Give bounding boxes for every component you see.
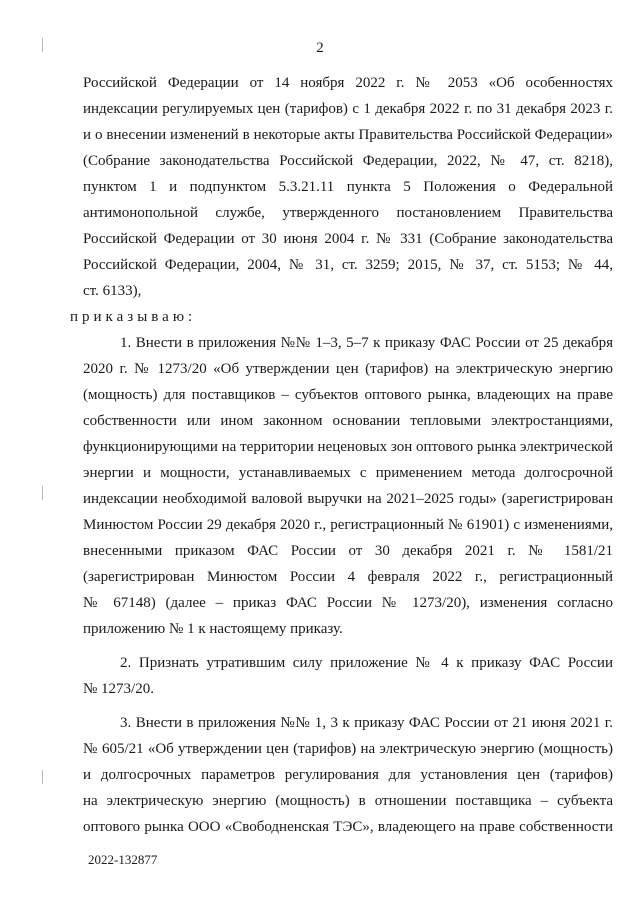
page-number: 2 — [316, 40, 324, 56]
document-code: 2022-132877 — [88, 852, 158, 867]
text-line: и о внесении изменений в некоторые акты Правительства Российской Федерации» — [83, 127, 613, 143]
text-line: (мощность) для поставщиков – субъектов оптового рынка, владеющих на праве — [83, 387, 613, 403]
text-line: пунктом 1 и подпунктом 5.3.21.11 пункта 5 Положения о Федеральной — [83, 179, 613, 195]
text-line: ст. 6133), — [83, 283, 142, 299]
text-line: собственности или ином законном основании тепловыми электростанциями, — [83, 413, 613, 429]
scan-mark — [42, 38, 43, 52]
text-line: № 67148) (далее – приказ ФАС России № 1273/20), изменения согласно — [83, 595, 613, 611]
text-line: 3. Внести в приложения №№ 1, 3 к приказу ФАС России от 21 июня 2021 г. — [120, 715, 613, 731]
text-line: индексации необходимой валовой выручки на 2021–2025 годы» (зарегистрирован — [83, 491, 613, 507]
text-line: энергии и мощности, устанавливаемых с применением метода долгосрочной — [83, 465, 613, 481]
scan-mark — [42, 770, 43, 784]
text-line: Российской Федерации от 14 ноября 2022 г. № 2053 «Об особенностях — [83, 75, 613, 91]
text-line: Минюстом России 29 декабря 2020 г., регистрационный № 61901) с изменениями, — [83, 517, 613, 533]
text-line: внесенными приказом ФАС России от 30 декабря 2021 г. № 1581/21 — [83, 543, 613, 559]
text-line: приложению № 1 к настоящему приказу. — [83, 621, 343, 637]
text-line: оптового рынка ООО «Свободненская ТЭС», владеющего на праве собственности — [83, 819, 613, 835]
text-line: и долгосрочных параметров регулирования для установления цен (тарифов) — [83, 767, 613, 783]
text-line: на электрическую энергию (мощность) в отношении поставщика – субъекта — [83, 793, 613, 809]
text-line: Российской Федерации от 30 июня 2004 г. № 331 (Собрание законодательства — [83, 231, 613, 247]
text-line: 2020 г. № 1273/20 «Об утверждении цен (тарифов) на электрическую энергию — [83, 361, 613, 377]
text-line: Российской Федерации, 2004, № 31, ст. 3259; 2015, № 37, ст. 5153; № 44, — [83, 257, 613, 273]
order-word: приказываю: — [70, 309, 197, 325]
text-line: индексации регулируемых цен (тарифов) с 1 декабря 2022 г. по 31 декабря 2023 г. — [83, 101, 613, 117]
text-line: антимонопольной службе, утвержденного постановлением Правительства — [83, 205, 613, 221]
text-line: 2. Признать утратившим силу приложение № 4 к приказу ФАС России — [120, 655, 613, 671]
scan-mark — [42, 486, 43, 500]
text-line: 1. Внести в приложения №№ 1–3, 5–7 к приказу ФАС России от 25 декабря — [120, 335, 613, 351]
text-line: № 605/21 «Об утверждении цен (тарифов) на электрическую энергию (мощность) — [83, 741, 613, 757]
text-line: (Собрание законодательства Российской Федерации, 2022, № 47, ст. 8218), — [83, 153, 613, 169]
text-line: функционирующими на территории неценовых зон оптового рынка электрической — [83, 439, 613, 455]
text-line: (зарегистрирован Минюстом России 4 февраля 2022 г., регистрационный — [83, 569, 613, 585]
text-line: № 1273/20. — [83, 681, 154, 697]
